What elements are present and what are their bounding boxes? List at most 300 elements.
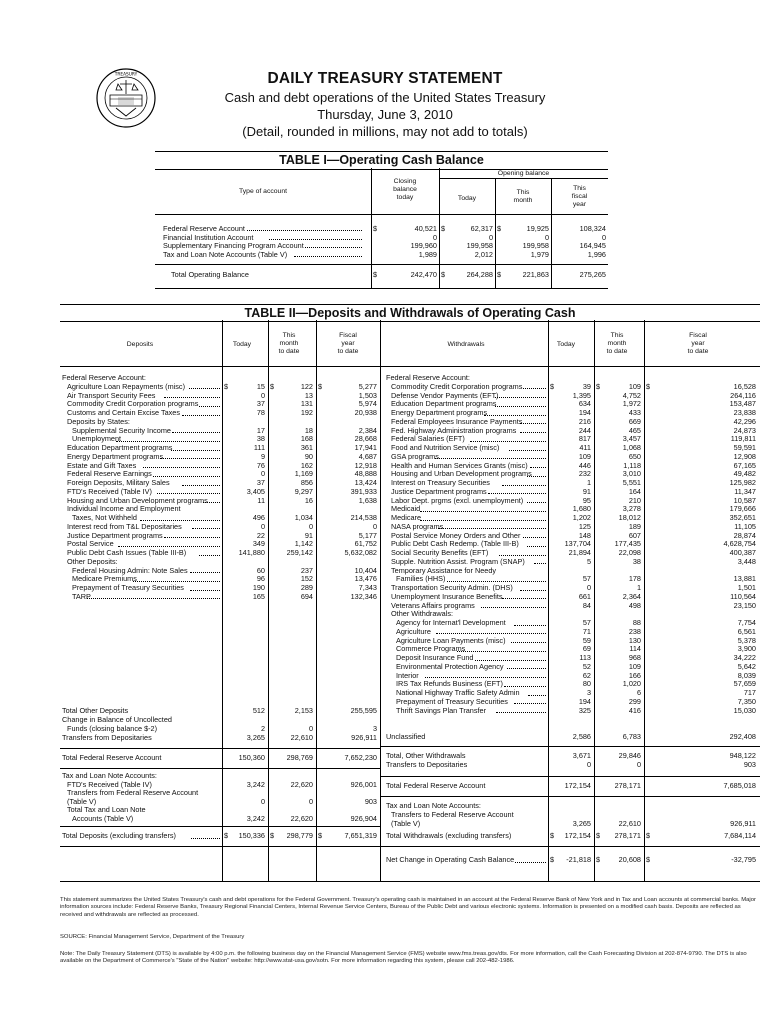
deposit-row-cell: 28,668 bbox=[354, 434, 377, 444]
withdrawal-row-cell: 8,039 bbox=[737, 670, 756, 680]
deposit-row-cell: 13,424 bbox=[354, 478, 377, 487]
deposit-row-label: TARP bbox=[72, 591, 91, 601]
withdrawal-total-cell: 278,171 bbox=[614, 831, 641, 840]
dot-leader bbox=[514, 703, 546, 704]
deposit-row-cell: 168 bbox=[300, 434, 313, 444]
deposit-row-cell: 9,297 bbox=[294, 486, 313, 496]
footer-note: Note: The Daily Treasury Statement (DTS) is available by 4:00 p.m. the following business day on the Financial Management Service (FMS) website www.fms.treas.gov/dts. For more information, call the Cash Forecasting Division at 202-874-9790. The DTS is also available on the Department of Commerce's "State of the Nation" website: http://www.stat-usa.gov/sotn. For more information regarding this system, please call 202-482-1986. bbox=[60, 951, 747, 965]
dot-leader bbox=[436, 633, 546, 634]
deposit-row-cell: 289 bbox=[300, 583, 313, 592]
deposit-tt-row-cell: 22,620 bbox=[290, 779, 313, 789]
dot-leader bbox=[190, 590, 220, 591]
deposit-row-cell: 15 bbox=[256, 381, 265, 391]
withdrawal-total-label: Total Withdrawals (excluding transfers) bbox=[386, 831, 512, 840]
withdrawal-row-cell: 21,894 bbox=[568, 548, 591, 557]
dot-leader bbox=[199, 555, 220, 556]
deposit-row-cell: 16 bbox=[304, 495, 313, 505]
divider bbox=[60, 768, 380, 769]
divider bbox=[380, 776, 760, 777]
withdrawal-row-cell: 1 bbox=[636, 583, 641, 592]
divider bbox=[380, 846, 760, 847]
dot-leader bbox=[438, 528, 546, 529]
table1-cell: 0 bbox=[432, 232, 437, 242]
dot-leader bbox=[475, 660, 546, 661]
withdrawal-row-label: Medicaid bbox=[391, 504, 421, 514]
dollar-sign: $ bbox=[441, 270, 446, 279]
net-change-cell: -32,795 bbox=[731, 855, 756, 864]
deposit-row-cell: 12,918 bbox=[354, 460, 377, 470]
deposit-row-cell: 165 bbox=[252, 591, 265, 601]
deposit-change-label: Funds (closing balance $-2) bbox=[67, 724, 158, 733]
dot-leader bbox=[133, 581, 220, 582]
deposit-row-cell: 60 bbox=[256, 565, 265, 575]
withdrawal-row-label: Veterans Affairs programs bbox=[391, 600, 475, 610]
treasury-seal-icon bbox=[96, 68, 156, 128]
withdrawal-total-fra-cell: 172,154 bbox=[564, 781, 591, 790]
dot-leader bbox=[496, 712, 546, 713]
withdrawal-row-cell: 3 bbox=[586, 688, 591, 697]
deposit-row-cell: 4,687 bbox=[358, 451, 377, 461]
deposit-row-cell: 76 bbox=[256, 460, 265, 470]
dot-leader bbox=[499, 555, 547, 556]
withdrawal-tt-row-cell: 22,610 bbox=[618, 819, 641, 828]
deposit-row-cell: 349 bbox=[252, 539, 265, 549]
dot-leader bbox=[481, 607, 546, 608]
dot-leader bbox=[484, 415, 546, 416]
page-title: DAILY TREASURY STATEMENT bbox=[267, 70, 503, 87]
withdrawal-unclassified-cell: 2,586 bbox=[572, 732, 591, 741]
withdrawal-row-cell: 59,591 bbox=[733, 443, 756, 452]
table2 bbox=[60, 320, 760, 882]
withdrawal-row-cell: 1,118 bbox=[623, 460, 641, 470]
deposit-row-cell: 1,638 bbox=[358, 495, 377, 505]
withdrawal-row-cell: 28,874 bbox=[733, 530, 756, 540]
withdrawal-total-fra-cell: 7,685,018 bbox=[723, 781, 756, 790]
deposit-total-fra-label: Total Federal Reserve Account bbox=[62, 753, 162, 762]
withdrawal-row-cell: 1,680 bbox=[572, 504, 591, 514]
withdrawal-row-cell: 411 bbox=[579, 443, 591, 452]
deposit-row-cell: 361 bbox=[300, 443, 313, 452]
withdrawal-row-cell: 109 bbox=[628, 381, 641, 391]
withdrawal-row-label: Energy Department programs bbox=[391, 408, 488, 417]
dep-col-month: This month to date bbox=[278, 332, 300, 355]
deposit-row-cell: 391,933 bbox=[350, 486, 377, 496]
deposit-row-cell: 38 bbox=[256, 434, 265, 444]
dot-leader bbox=[488, 493, 546, 494]
withdrawal-row-cell: 130 bbox=[628, 635, 641, 645]
deposit-row-cell: 1,034 bbox=[294, 513, 313, 522]
withdrawal-row-cell: 16,528 bbox=[733, 381, 756, 391]
withdrawals-header: Withdrawals bbox=[447, 341, 485, 348]
table1-cell: 199,958 bbox=[466, 241, 493, 251]
dollar-sign: $ bbox=[318, 831, 323, 840]
withdrawal-tt-row-cell: 926,911 bbox=[730, 819, 756, 828]
deposit-total-fra-cell: 150,360 bbox=[238, 753, 265, 762]
dot-leader bbox=[191, 838, 220, 839]
dot-leader bbox=[470, 441, 546, 442]
withdrawal-row-cell: 57,659 bbox=[733, 679, 756, 689]
deposit-tt-row-cell: 926,001 bbox=[350, 779, 377, 789]
dollar-sign: $ bbox=[497, 224, 502, 233]
withdrawal-row-cell: 1,202 bbox=[572, 513, 591, 522]
deposit-tt-row-cell: 0 bbox=[260, 796, 265, 806]
withdrawal-row-label: Transportation Security Admin. (DHS) bbox=[391, 583, 513, 592]
deposit-total-other-cell: 2,153 bbox=[294, 706, 313, 715]
dot-leader bbox=[269, 239, 362, 240]
deposit-row-cell: 5,974 bbox=[358, 399, 377, 409]
deposit-row-cell: 1,503 bbox=[358, 390, 377, 400]
table1-total-label: Total Operating Balance bbox=[171, 270, 249, 279]
table1-total-cell: 221,863 bbox=[522, 270, 549, 279]
net-change-cell: -21,818 bbox=[566, 855, 591, 864]
withdrawal-row-cell: 57 bbox=[582, 574, 591, 584]
deposit-row-cell: 122 bbox=[300, 381, 313, 391]
withdrawal-total-fra-cell: 278,171 bbox=[614, 781, 641, 790]
table1-total-cell: 242,470 bbox=[410, 270, 437, 279]
deposit-row-cell: 111 bbox=[253, 443, 265, 452]
dot-leader bbox=[530, 467, 546, 468]
deposit-row-label: Unemployment bbox=[72, 434, 122, 444]
withdrawal-row-label: IRS Tax Refunds Business (EFT) bbox=[396, 679, 503, 689]
withdrawal-row-cell: 137,704 bbox=[564, 539, 591, 549]
deposit-tt-row-label: Total Tax and Loan Note bbox=[67, 805, 146, 815]
withdrawal-row-cell: 125,982 bbox=[729, 478, 756, 487]
withdrawal-row-cell: 80 bbox=[582, 679, 591, 689]
dot-leader bbox=[520, 432, 546, 433]
withdrawal-total-fra-label: Total Federal Reserve Account bbox=[386, 781, 486, 790]
withdrawal-row-cell: 148 bbox=[578, 530, 591, 540]
deposit-tt-row-cell: 3,242 bbox=[246, 814, 265, 823]
withdrawal-row-label: National Highway Traffic Safety Admin bbox=[396, 688, 520, 697]
divider bbox=[380, 796, 760, 797]
withdrawal-row-cell: 5,551 bbox=[622, 478, 641, 487]
withdrawal-row-cell: 717 bbox=[743, 688, 756, 697]
dot-leader bbox=[420, 511, 546, 512]
withdrawal-row-cell: 1,068 bbox=[622, 443, 641, 452]
withdrawal-row-label: Justice Department programs bbox=[391, 486, 487, 496]
withdrawal-row-cell: 3,900 bbox=[737, 644, 756, 654]
deposit-row-cell: 0 bbox=[260, 521, 265, 531]
table1-cell: 40,521 bbox=[414, 224, 437, 233]
withdrawal-row-cell: 650 bbox=[628, 451, 641, 461]
dot-leader bbox=[118, 546, 220, 547]
deposit-row-cell: 0 bbox=[372, 521, 377, 531]
dollar-sign: $ bbox=[373, 224, 378, 233]
dollar-sign: $ bbox=[550, 831, 555, 840]
withdrawal-row-label: Fed. Highway Administration programs bbox=[391, 425, 517, 435]
deposit-row-cell: 141,880 bbox=[238, 548, 265, 557]
withdrawal-row-label: Medicare bbox=[391, 513, 422, 522]
table1-cell: 62,317 bbox=[470, 224, 493, 233]
withdrawal-transfers-cell: 0 bbox=[636, 760, 641, 769]
svg-text:TREASURY: TREASURY bbox=[114, 72, 138, 78]
withdrawal-row-cell: 119,811 bbox=[730, 434, 756, 444]
withdrawal-row-cell: 634 bbox=[578, 399, 591, 409]
deposit-change-cell: 0 bbox=[308, 724, 313, 733]
dot-leader bbox=[164, 537, 220, 538]
withdrawal-row-cell: 10,587 bbox=[733, 495, 756, 505]
withdrawal-row-cell: 1,395 bbox=[572, 390, 591, 400]
dot-leader bbox=[495, 397, 546, 398]
withdrawal-row-label: Federal Employees Insurance Payments bbox=[391, 416, 523, 426]
dot-leader bbox=[199, 406, 220, 407]
deposit-row-cell: 10,404 bbox=[354, 565, 377, 575]
withdrawal-row-cell: 109 bbox=[628, 661, 641, 671]
withdrawal-row-cell: 352,651 bbox=[729, 513, 756, 522]
withdrawal-row-label: Families (HHS) bbox=[396, 574, 446, 584]
withdrawal-row-label: Commerce Programs bbox=[396, 644, 466, 654]
deposit-row-label: Deposits by States: bbox=[67, 416, 130, 426]
withdrawal-row-label: Postal Service Money Orders and Other bbox=[391, 530, 521, 540]
deposit-tt-row-label: Tax and Loan Note Accounts: bbox=[62, 771, 157, 780]
dot-leader bbox=[502, 485, 546, 486]
withdrawal-tt-row-label: (Table V) bbox=[391, 819, 421, 828]
withdrawal-row-label: Deposit Insurance Fund bbox=[396, 653, 474, 662]
deposit-transfers-cell: 3,265 bbox=[246, 733, 265, 742]
deposit-total-fra-cell: 298,769 bbox=[286, 753, 313, 762]
withdrawal-row-cell: 189 bbox=[628, 521, 641, 531]
deposit-row-cell: 22 bbox=[256, 530, 265, 540]
withdrawal-row-cell: 0 bbox=[586, 583, 591, 592]
withdrawal-row-cell: 3,448 bbox=[737, 556, 756, 566]
withdrawal-row-cell: 1 bbox=[586, 478, 591, 487]
deposit-row-label: Commodity Credit Corporation programs bbox=[67, 399, 199, 409]
table1-col-closing: Closing balance today bbox=[393, 178, 417, 201]
withdrawal-row-label: Interior bbox=[396, 670, 419, 680]
withdrawal-total-other-cell: 948,122 bbox=[729, 751, 756, 760]
withdrawal-row-cell: 22,098 bbox=[618, 548, 641, 557]
table1-total-cell: 275,265 bbox=[579, 270, 606, 279]
withdrawal-row-cell: 3,010 bbox=[622, 469, 641, 479]
footer-summary: This statement summarizes the United States Treasury's cash and debt operations for the Federal Government. Treasury's operating cash is maintained in an account at the Federal Reserve Bank of New York and in Tax and Loan accounts at commercial banks. Major information sources include: Federal Reserve Banks, Treasury Regional Financial Centers, Internal Revenue Service Centers, Bureau of the Public Debt and various electronic systems. Information is presented on a modified cash basis. Deposits are reflected as received and withdrawals are reflected as processed. bbox=[60, 897, 756, 918]
deposit-change-cell: 2 bbox=[260, 724, 265, 733]
deposit-row-label: Postal Service bbox=[67, 539, 114, 549]
dollar-sign: $ bbox=[441, 224, 446, 233]
withdrawal-total-other-label: Total, Other Withdrawals bbox=[386, 751, 466, 760]
withdrawal-row-cell: 84 bbox=[582, 600, 591, 610]
deposit-row-cell: 96 bbox=[256, 574, 265, 584]
deposit-row-cell: 5,177 bbox=[358, 530, 377, 540]
net-change-cell: 20,608 bbox=[618, 855, 641, 864]
dot-leader bbox=[447, 581, 546, 582]
withdrawal-row-cell: 69 bbox=[582, 644, 591, 654]
table1-cell: 199,958 bbox=[522, 241, 549, 251]
dot-leader bbox=[495, 406, 546, 407]
table1-row-label: Supplementary Financing Program Account bbox=[163, 241, 304, 251]
table1-cell: 164,945 bbox=[579, 241, 606, 251]
withdrawal-row-cell: 7,754 bbox=[737, 618, 756, 627]
dollar-sign: $ bbox=[550, 381, 555, 391]
table1-cell: 1,996 bbox=[587, 249, 606, 259]
deposit-row-cell: 131 bbox=[300, 399, 313, 409]
withdrawal-total-cell: 172,154 bbox=[564, 831, 591, 840]
dot-leader bbox=[190, 572, 220, 573]
deposit-total-other-cell: 255,595 bbox=[350, 706, 377, 715]
table1-cell: 0 bbox=[544, 232, 549, 242]
withdrawal-row-label: Federal Salaries (EFT) bbox=[391, 434, 465, 444]
deposit-row-label: Other Deposits: bbox=[67, 556, 118, 566]
withdrawal-row-label: Social Security Benefits (EFT) bbox=[391, 548, 489, 557]
table1-col-fiscal: This fiscal year bbox=[571, 185, 588, 208]
withdrawal-row-label: Public Debt Cash Redemp. (Table III-B) bbox=[391, 539, 519, 549]
dot-leader bbox=[527, 476, 546, 477]
deposit-transfers-cell: 22,610 bbox=[290, 733, 313, 742]
dollar-sign: $ bbox=[646, 855, 651, 864]
withdrawal-row-cell: 5 bbox=[586, 556, 591, 566]
withdrawal-row-cell: 416 bbox=[628, 705, 641, 715]
withdrawal-total-cell: 7,684,114 bbox=[724, 831, 756, 840]
withdrawal-row-cell: 110,564 bbox=[730, 591, 756, 601]
withdrawal-row-label: Food and Nutrition Service (misc) bbox=[391, 443, 500, 452]
deposit-row-label: Federal Housing Admin: Note Sales bbox=[72, 565, 188, 575]
withdrawal-row-cell: 2,364 bbox=[622, 591, 641, 601]
deposit-row-cell: 5,632,082 bbox=[344, 548, 377, 557]
withdrawal-row-cell: 264,116 bbox=[730, 390, 756, 400]
withdrawal-row-cell: 179,666 bbox=[729, 504, 756, 514]
deposit-row-label: Justice Department programs bbox=[67, 530, 163, 540]
deposit-tt-row-cell: 926,904 bbox=[350, 814, 377, 823]
dot-leader bbox=[305, 247, 362, 248]
withdrawal-row-label: Interest on Treasury Securities bbox=[391, 478, 490, 487]
withdrawal-row-cell: 299 bbox=[628, 696, 641, 706]
withdrawal-row-cell: 13,881 bbox=[733, 574, 756, 584]
withdrawal-row-cell: 24,873 bbox=[733, 425, 756, 435]
withdrawal-row-cell: 71 bbox=[582, 626, 591, 636]
withdrawal-row-cell: 498 bbox=[628, 600, 641, 610]
deposit-row-cell: 9 bbox=[260, 451, 265, 461]
dot-leader bbox=[511, 642, 546, 643]
withdrawal-row-cell: 6 bbox=[636, 688, 641, 697]
dot-leader bbox=[435, 458, 546, 459]
deposit-row-cell: 3,405 bbox=[246, 486, 265, 496]
deposit-row-label: Foreign Deposits, Military Sales bbox=[67, 478, 170, 487]
deposit-row-cell: 0 bbox=[308, 521, 313, 531]
footer-source: SOURCE: Financial Management Service, Department of the Treasury bbox=[60, 934, 245, 940]
deposit-transfers-cell: 926,911 bbox=[351, 733, 377, 742]
dot-leader bbox=[523, 537, 546, 538]
deposit-row-label: Air Transport Security Fees bbox=[67, 390, 156, 400]
withdrawal-tt-label: Transfers to Federal Reserve Account bbox=[391, 810, 514, 819]
withdrawal-row-cell: 11,105 bbox=[734, 521, 756, 531]
deposit-total-other-label: Total Other Deposits bbox=[62, 706, 129, 715]
withdrawal-row-label: Thrift Savings Plan Transfer bbox=[396, 705, 487, 715]
withdrawal-row-cell: 113 bbox=[579, 653, 591, 662]
withdrawal-row-cell: 49,482 bbox=[733, 469, 756, 479]
withdrawal-row-label: Housing and Urban Development programs bbox=[391, 469, 532, 479]
withdrawal-unclassified-label: Unclassified bbox=[386, 732, 426, 741]
withdrawal-row-cell: 446 bbox=[578, 460, 591, 470]
withdrawal-transfers-label: Transfers to Depositaries bbox=[386, 760, 468, 769]
table1 bbox=[155, 168, 608, 289]
dot-leader bbox=[87, 598, 220, 599]
withdrawal-row-cell: 968 bbox=[628, 653, 641, 662]
withdrawal-row-cell: 114 bbox=[629, 644, 641, 654]
divider bbox=[60, 748, 380, 749]
withdrawal-row-cell: 4,752 bbox=[622, 390, 641, 400]
deposit-row-cell: 190 bbox=[252, 583, 265, 592]
deposit-row-cell: 1,169 bbox=[294, 469, 313, 479]
withdrawal-row-label: GSA programs bbox=[391, 451, 439, 461]
dot-leader bbox=[527, 502, 546, 503]
statement-note: (Detail, rounded in millions, may not add to totals) bbox=[242, 124, 528, 139]
dot-leader bbox=[172, 432, 220, 433]
withdrawal-row-label: Agriculture Loan Payments (misc) bbox=[396, 635, 506, 645]
dot-leader bbox=[504, 686, 547, 687]
withdrawal-row-cell: 23,838 bbox=[733, 408, 756, 417]
dot-leader bbox=[157, 493, 220, 494]
table1-cell: 0 bbox=[601, 232, 606, 242]
dot-leader bbox=[153, 476, 220, 477]
dot-leader bbox=[189, 388, 220, 389]
dot-leader bbox=[294, 256, 362, 257]
deposit-row-cell: 13 bbox=[304, 390, 313, 400]
deposit-row-cell: 91 bbox=[304, 530, 313, 540]
dot-leader bbox=[182, 485, 220, 486]
withdrawal-row-label: Agriculture bbox=[396, 626, 431, 636]
withdrawal-row-cell: 34,222 bbox=[733, 653, 756, 662]
withdrawal-row-cell: 194 bbox=[578, 696, 591, 706]
withdrawal-tt-row-cell: 3,265 bbox=[572, 819, 591, 828]
withdrawal-row-label: Labor Dept. prgms (excl. unemployment) bbox=[391, 495, 524, 505]
withdrawal-row-cell: 38 bbox=[632, 556, 641, 566]
deposit-tt-row-label: Transfers from Federal Reserve Account bbox=[67, 788, 199, 798]
deposit-row-cell: 48,888 bbox=[354, 469, 377, 479]
deposit-row-label: Agriculture Loan Repayments (misc) bbox=[67, 381, 186, 391]
withdrawal-row-cell: 178 bbox=[628, 574, 641, 584]
page-subtitle: Cash and debt operations of the United States Treasury bbox=[224, 90, 546, 105]
deposit-change-cell: 3 bbox=[372, 724, 377, 733]
withdrawal-row-cell: 1,972 bbox=[622, 399, 641, 409]
table1-row-label: Federal Reserve Account bbox=[163, 224, 245, 233]
withdrawal-row-cell: 95 bbox=[582, 495, 591, 505]
withdrawal-row-cell: 210 bbox=[628, 495, 641, 505]
deposit-row-cell: 237 bbox=[300, 565, 313, 575]
table1-col-today: Today bbox=[457, 195, 477, 202]
deposit-row-cell: 2,384 bbox=[358, 425, 377, 435]
deposit-total-other-cell: 512 bbox=[252, 706, 265, 715]
withdrawal-row-label: Supple. Nutrition Assist. Program (SNAP) bbox=[391, 556, 525, 566]
withdrawal-row-label: Defense Vendor Payments (EFT) bbox=[391, 390, 499, 400]
withdrawal-row-cell: 18,012 bbox=[618, 513, 641, 522]
deposit-total-cell: 150,336 bbox=[238, 831, 265, 840]
table1-cell: 2,012 bbox=[474, 249, 493, 259]
withdrawal-row-cell: 3,278 bbox=[622, 504, 641, 514]
deposit-tt-row-label: (Table V) bbox=[67, 796, 97, 806]
withdrawal-row-cell: 216 bbox=[578, 416, 591, 426]
dollar-sign: $ bbox=[224, 381, 229, 391]
dot-leader bbox=[509, 450, 546, 451]
dot-leader bbox=[203, 502, 220, 503]
table1-cell: 1,979 bbox=[530, 249, 549, 259]
deposit-row-cell: 7,343 bbox=[358, 583, 377, 592]
deposits-header: Deposits bbox=[126, 341, 154, 348]
withdrawal-row-cell: 433 bbox=[628, 408, 641, 417]
withdrawal-row-label: Health and Human Services Grants (misc) bbox=[391, 460, 528, 470]
withdrawal-row-label: Temporary Assistance for Needy bbox=[391, 565, 497, 575]
wd-col-month: This month to date bbox=[606, 332, 628, 355]
dot-leader bbox=[523, 388, 546, 389]
statement-date: Thursday, June 3, 2010 bbox=[317, 107, 453, 122]
withdrawal-row-cell: 91 bbox=[582, 486, 591, 496]
dollar-sign: $ bbox=[373, 270, 378, 279]
withdrawal-unclassified-cell: 292,408 bbox=[729, 732, 756, 741]
withdrawal-row-cell: 15,030 bbox=[733, 705, 756, 715]
withdrawal-row-label: Environmental Protection Agency bbox=[396, 661, 504, 671]
dot-leader bbox=[116, 441, 220, 442]
deposit-transfers-label: Transfers from Depositaries bbox=[62, 733, 152, 742]
deposit-total-fra-cell: 7,652,230 bbox=[344, 753, 377, 762]
withdrawal-row-cell: 661 bbox=[578, 591, 591, 601]
